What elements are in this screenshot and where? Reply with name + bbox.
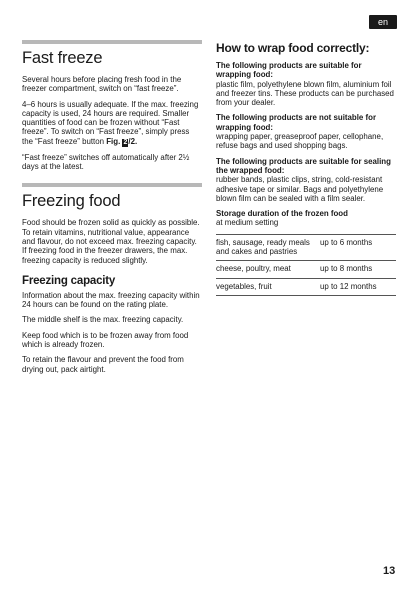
- section-rule: [22, 183, 202, 187]
- suitable-wrapping-heading: The following products are suitable for wrapping food:: [216, 61, 362, 80]
- storage-duration-heading: Storage duration of the frozen food: [216, 209, 348, 219]
- figure-ref-suffix: /2.: [128, 136, 138, 146]
- duration-cell: up to 8 months: [316, 261, 396, 278]
- figure-number-badge: 2: [123, 138, 128, 146]
- language-badge: en: [369, 15, 397, 29]
- table-row: [216, 278, 396, 295]
- fast-freeze-paragraph-3: “Fast freeze” switches off automatically after 2½ days at the latest.: [22, 152, 190, 172]
- freezing-capacity-paragraph-2: The middle shelf is the max. freezing capacity.: [22, 315, 184, 325]
- freezing-food-heading: Freezing food: [22, 192, 121, 211]
- freezing-capacity-paragraph-3: Keep food which is to be frozen away from food which is already frozen.: [22, 330, 189, 350]
- freezing-capacity-paragraph-1: Information about the max. freezing capacity within 24 hours can be found on the rating plate.: [22, 290, 200, 310]
- food-cell: cheese, poultry, meat: [216, 261, 316, 278]
- page-number: 13: [383, 565, 396, 577]
- fast-freeze-paragraph-1: Several hours before placing fresh food in the freezer compartment, switch on “fast freeze”.: [22, 75, 182, 94]
- storage-duration-table: [216, 234, 396, 296]
- wrap-food-heading: How to wrap food correctly:: [216, 41, 370, 55]
- sealing-heading: The following products are suitable for sealing the wrapped food:: [216, 156, 391, 175]
- freezing-capacity-heading: Freezing capacity: [22, 274, 116, 287]
- figure-ref-prefix: Fig.: [106, 136, 121, 146]
- food-cell: fish, sausage, ready meals and cakes and pastries: [216, 234, 316, 261]
- storage-duration-subheading: at medium setting: [216, 218, 279, 228]
- fast-freeze-paragraph-2-text: 4–6 hours is usually adequate. If the max. freezing capacity is used, 24 hours are required. Smaller quantities of food can be frozen without “Fast freeze”. To switch on “Fast freeze”, simply press the “Fast freeze” button: [22, 99, 199, 146]
- table-row: [216, 261, 396, 278]
- food-cell: vegetables, fruit: [216, 278, 316, 295]
- duration-cell: up to 6 months: [316, 234, 396, 261]
- fast-freeze-paragraph-2: [22, 100, 202, 147]
- freezing-capacity-paragraph-4: To retain the flavour and prevent the food from drying out, pack airtight.: [22, 355, 184, 374]
- table-row: [216, 234, 396, 261]
- not-suitable-heading: The following products are not suitable for wrapping food:: [216, 113, 377, 132]
- freezing-food-paragraph: Food should be frozen solid as quickly as possible. To retain vitamins, nutritional value, appearance and flavour, do not exceed max. freezing capacity. If freezing food in the freezer drawers, the max. freezing capacity is reduced slightly.: [22, 218, 200, 265]
- fast-freeze-heading: Fast freeze: [22, 49, 103, 67]
- section-rule: [22, 40, 202, 44]
- duration-cell: up to 12 months: [316, 278, 396, 295]
- sealing-text: rubber bands, plastic clips, string, cold-resistant adhesive tape or similar. Bags and polyethylene blown film can be sealed with a film sealer.: [216, 175, 384, 203]
- left-column: [22, 40, 202, 380]
- not-suitable-text: wrapping paper, greaseproof paper, cellophane, refuse bags and used shopping bags.: [216, 132, 384, 151]
- suitable-wrapping-text: plastic film, polyethylene blown film, aluminium foil and freezer tins. These products can be purchased from your dealer.: [216, 79, 394, 108]
- right-column: [216, 40, 396, 296]
